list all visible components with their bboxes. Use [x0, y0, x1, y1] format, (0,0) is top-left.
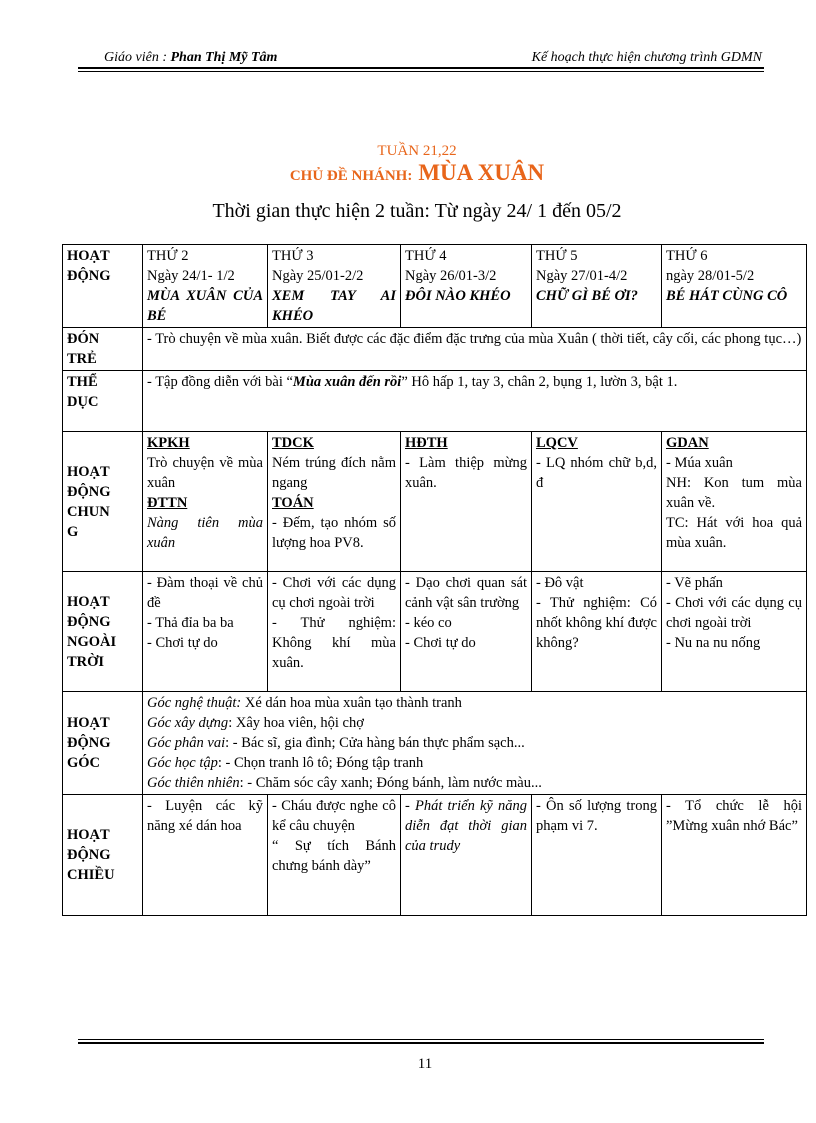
common-cell — [401, 432, 532, 572]
subject-title: ĐTTN — [147, 495, 188, 511]
subject-text: - Múa xuân — [666, 455, 733, 471]
activity-header-cell — [63, 245, 143, 328]
afternoon-cell — [532, 795, 662, 916]
row-label-line: ĐỘNG — [67, 483, 111, 500]
row-label-line: ĐÓN — [67, 331, 100, 347]
corner-text: : - Bác sĩ, gia đình; Cửa hàng bán thực phẩm sạch... — [225, 735, 525, 751]
footer-rule-thin — [78, 1039, 764, 1040]
subject-title: GDAN — [666, 435, 709, 451]
outdoor-cell — [143, 572, 268, 692]
day-header-cell — [532, 245, 662, 328]
outdoor-label-cell — [63, 572, 143, 692]
exercise-song: Mùa xuân đến rồi — [292, 374, 402, 390]
corner-text: : Xây hoa viên, hội chợ — [228, 715, 364, 731]
corner-line — [147, 773, 802, 793]
footer-rule — [78, 1042, 764, 1044]
outdoor-item: - Chơi tự do — [147, 635, 218, 651]
week-title: TUẦN 21,22 — [377, 143, 457, 159]
header-row — [63, 245, 807, 328]
exercise-row — [63, 371, 807, 432]
day-date: ngày 28/01-5/2 — [666, 268, 755, 284]
day-name: THỨ 5 — [536, 248, 578, 264]
outdoor-item: - kéo co — [405, 615, 452, 631]
afternoon-item: - Ôn số lượng trong phạm vi 7. — [536, 798, 657, 834]
subject-text: Nàng tiên mùa xuân — [147, 515, 263, 551]
subject-text: Trò chuyện về mùa xuân — [147, 455, 263, 491]
common-cell — [143, 432, 268, 572]
corner-name: Góc nghệ thuật: — [147, 695, 242, 711]
activity-header-line: HOẠT — [67, 248, 110, 264]
day-name: THỨ 3 — [272, 248, 314, 264]
subject-title: KPKH — [147, 435, 190, 451]
header-rule — [78, 67, 764, 69]
common-label-cell — [63, 432, 143, 572]
row-label-line: CHUN — [67, 503, 110, 520]
row-label-line: CHIỀU — [67, 867, 115, 883]
outdoor-item: - Thả đỉa ba ba — [147, 615, 234, 631]
row-label-line: G — [67, 523, 79, 540]
activity-header-line: ĐỘNG — [67, 268, 111, 284]
corner-text: : - Chăm sóc cây xanh; Đóng bánh, làm nước màu... — [239, 775, 542, 791]
corner-name: Góc phân vai — [147, 735, 226, 751]
day-theme: MÙA XUÂN CỦA BÉ — [147, 288, 263, 324]
outdoor-item: - Dạo chơi quan sát cảnh vật sân trường — [405, 575, 527, 611]
common-cell — [532, 432, 662, 572]
day-name: THỨ 2 — [147, 248, 189, 264]
day-theme: CHỮ GÌ BÉ ƠI? — [536, 288, 638, 304]
outdoor-cell — [532, 572, 662, 692]
corner-list-cell — [143, 692, 807, 795]
day-date: Ngày 26/01-3/2 — [405, 268, 497, 284]
outdoor-cell — [662, 572, 807, 692]
outdoor-item: - Đàm thoại về chủ đề — [147, 575, 263, 611]
outdoor-cell — [401, 572, 532, 692]
corner-label-cell — [63, 692, 143, 795]
welcome-row — [63, 328, 807, 371]
teacher-label: Giáo viên : — [104, 50, 171, 65]
common-activity-row — [63, 432, 807, 572]
row-label-line: NGOÀI — [67, 633, 117, 650]
day-header-cell — [401, 245, 532, 328]
afternoon-label-cell — [63, 795, 143, 916]
day-theme: XEM TAY AI KHÉO — [272, 288, 396, 324]
topic-name: MÙA XUÂN — [418, 160, 545, 185]
row-label-line: TRỜI — [67, 653, 105, 670]
day-name: THỨ 6 — [666, 248, 708, 264]
day-date: Ngày 24/1- 1/2 — [147, 268, 235, 284]
row-label-line: ĐỘNG — [67, 613, 111, 630]
day-theme: ĐÔI NÀO KHÉO — [405, 288, 511, 304]
day-header-cell — [143, 245, 268, 328]
outdoor-cell — [268, 572, 401, 692]
afternoon-cell — [143, 795, 268, 916]
subject-text: NH: Kon tum mùa xuân về. — [666, 475, 802, 511]
row-label-line: HOẠT — [67, 827, 110, 843]
row-label-line: TRẺ — [67, 351, 97, 367]
subject-text: - Làm thiệp mừng xuân. — [405, 455, 527, 491]
subject-title: HĐTH — [405, 435, 448, 451]
day-date: Ngày 27/01-4/2 — [536, 268, 628, 284]
row-label-line: ĐỘNG — [67, 735, 111, 751]
afternoon-item: “ Sự tích Bánh chưng bánh dày” — [272, 838, 396, 874]
row-label-line: ĐỘNG — [67, 847, 111, 863]
afternoon-row — [63, 795, 807, 916]
subject-text: - Đếm, tạo nhóm số lượng hoa PV8. — [272, 515, 396, 551]
exercise-label-cell — [63, 371, 143, 432]
subject-text: - LQ nhóm chữ b,d, đ — [536, 455, 657, 491]
afternoon-cell — [662, 795, 807, 916]
corner-activity-row — [63, 692, 807, 795]
day-name: THỨ 4 — [405, 248, 447, 264]
day-header-cell — [268, 245, 401, 328]
corner-line — [147, 733, 802, 753]
subject-text: Ném trúng đích nằm ngang — [272, 455, 396, 491]
outdoor-item: - Chơi với các dụng cụ chơi ngoài trời — [272, 575, 396, 611]
subject-title: TOÁN — [272, 495, 314, 511]
welcome-label-cell — [63, 328, 143, 371]
corner-name: Góc học tập — [147, 755, 218, 771]
row-label-line: HOẠT — [67, 593, 110, 610]
common-cell — [662, 432, 807, 572]
row-label-line: THỂ — [67, 374, 98, 390]
outdoor-item: - Vẽ phấn — [666, 575, 723, 591]
subject-title: LQCV — [536, 435, 578, 451]
corner-text: Xé dán hoa mùa xuân tạo thành tranh — [241, 695, 462, 711]
outdoor-item: - Chơi với các dụng cụ chơi ngoài trời — [666, 595, 802, 631]
outdoor-row — [63, 572, 807, 692]
teacher-name: Phan Thị Mỹ Tâm — [170, 50, 278, 65]
topic-label: CHỦ ĐỀ NHÁNH: — [289, 168, 413, 184]
exercise-post: ” Hô hấp 1, tay 3, chân 2, bụng 1, lườn 3, bật 1. — [401, 374, 678, 390]
afternoon-item: - Tổ chức lễ hội ”Mừng xuân nhớ Bác” — [666, 798, 802, 834]
corner-line — [147, 753, 802, 773]
afternoon-cell — [401, 795, 532, 916]
welcome-text: - Trò chuyện về mùa xuân. Biết được các đặc điểm đặc trưng của mùa Xuân ( thời tiết, cây cối, các phong tục…) — [143, 328, 807, 371]
afternoon-item: - Cháu được nghe cô kể câu chuyện — [272, 798, 396, 834]
corner-name: Góc xây dựng — [147, 715, 229, 731]
outdoor-item: - Nu na nu nống — [666, 635, 761, 651]
outdoor-item: - Chơi tự do — [405, 635, 476, 651]
header-rule-thin — [78, 71, 764, 72]
header-plan-title: Kế hoạch thực hiện chương trình GDMN — [531, 50, 762, 65]
row-label-line: DỤC — [67, 394, 99, 410]
afternoon-cell — [268, 795, 401, 916]
corner-line — [147, 693, 802, 713]
afternoon-item: - Phát triển kỹ năng diễn đạt thời gian của trudy — [405, 798, 527, 854]
day-date: Ngày 25/01-2/2 — [272, 268, 364, 284]
corner-name: Góc thiên nhiên — [147, 775, 240, 791]
subject-title: TDCK — [272, 435, 314, 451]
corner-text: : - Chọn tranh lô tô; Đóng tập tranh — [217, 755, 424, 771]
outdoor-item: - Đô vật — [536, 575, 584, 591]
exercise-pre: - Tập đồng diễn với bài “ — [147, 374, 293, 390]
row-label-line: GÓC — [67, 755, 101, 771]
day-theme: BÉ HÁT CÙNG CÔ — [666, 288, 788, 304]
exercise-text-cell — [143, 371, 807, 432]
common-cell — [268, 432, 401, 572]
page-number: 11 — [417, 1056, 433, 1072]
outdoor-item: - Thử nghiệm: Không khí mùa xuân. — [272, 615, 396, 671]
afternoon-item: - Luyện các kỹ năng xé dán hoa — [147, 798, 263, 834]
header-teacher — [104, 50, 277, 66]
plan-table — [62, 244, 807, 916]
period-text: Thời gian thực hiện 2 tuần: Từ ngày 24/ 1 đến 05/2 — [212, 200, 622, 222]
row-label-line: HOẠT — [67, 715, 110, 731]
outdoor-item: - Thử nghiệm: Có nhốt không khí được không? — [536, 595, 657, 651]
subject-text: TC: Hát với hoa quả mùa xuân. — [666, 515, 802, 551]
row-label-line: HOẠT — [67, 463, 110, 480]
corner-line — [147, 713, 802, 733]
topic-title — [0, 160, 816, 186]
day-header-cell — [662, 245, 807, 328]
